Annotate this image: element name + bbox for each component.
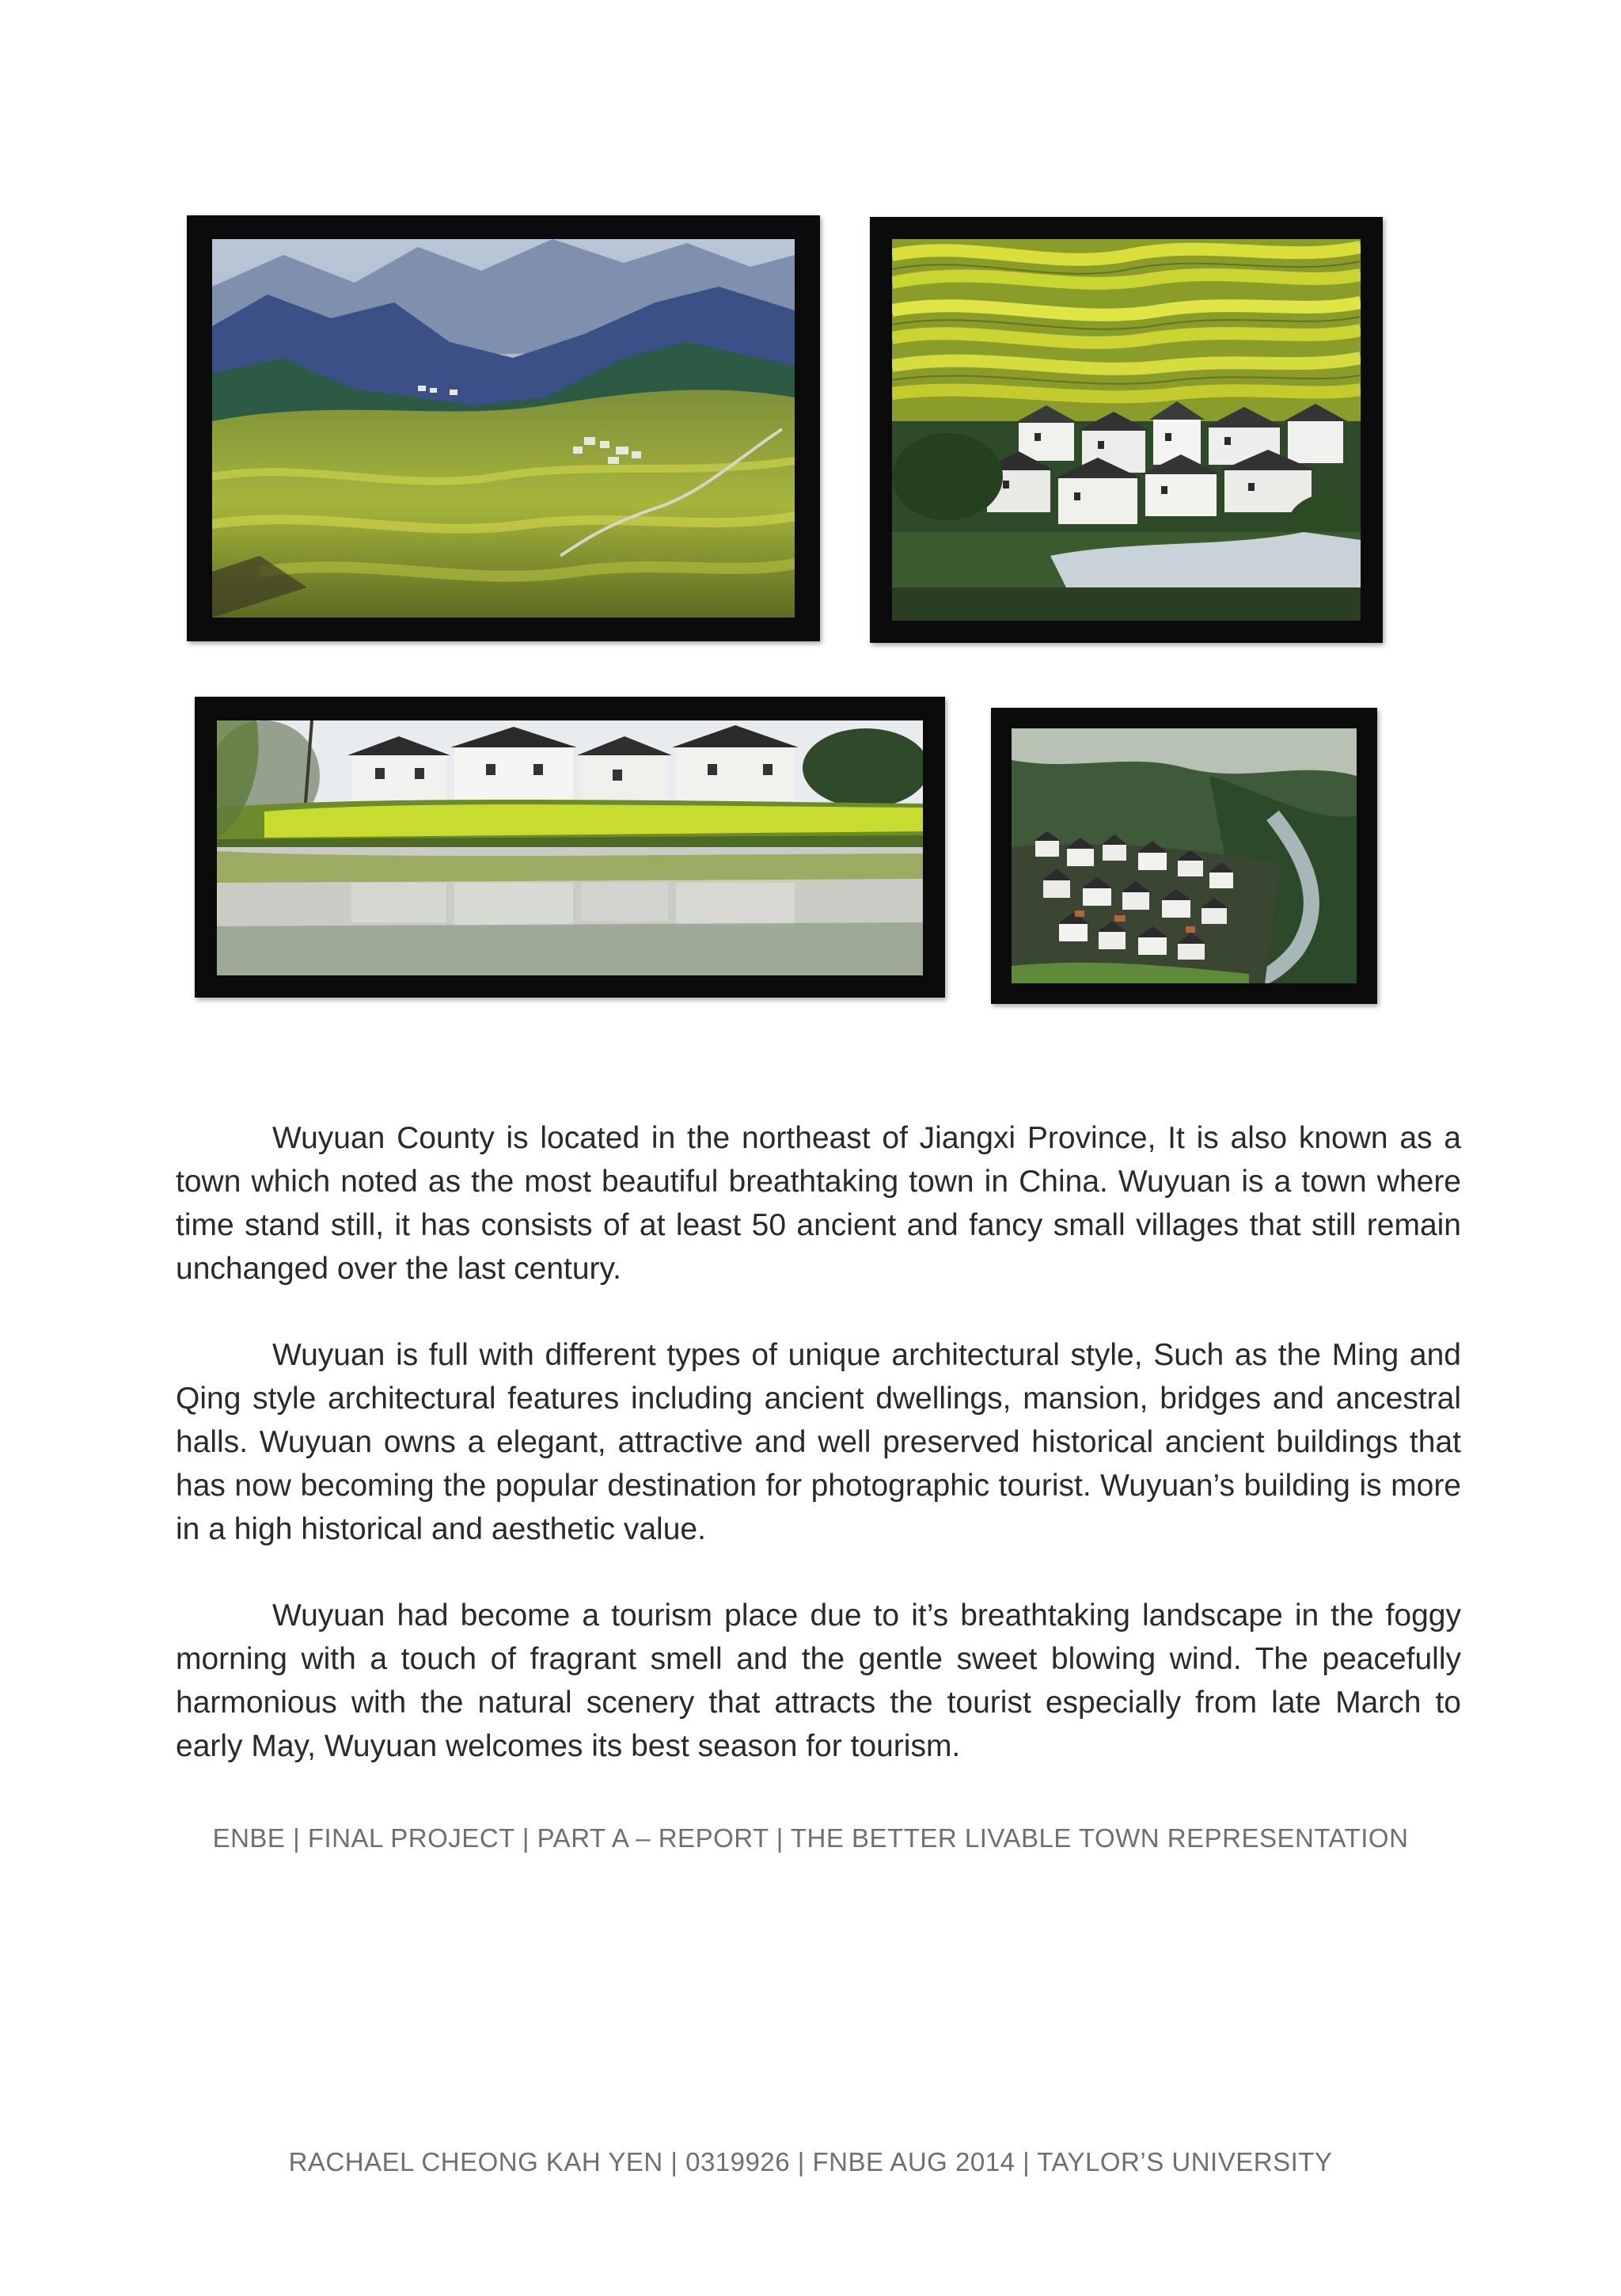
report-body bbox=[176, 1116, 1461, 1811]
hillside-village-photo bbox=[1012, 728, 1357, 983]
mountain-valley-photo bbox=[212, 239, 795, 618]
author-footer: RACHAEL CHEONG KAH YEN | 0319926 | FNBE AUG 2014 | TAYLOR’S UNIVERSITY bbox=[288, 2147, 1333, 2176]
photo-frame-hillside-village bbox=[991, 708, 1377, 1004]
project-footer: ENBE | FINAL PROJECT | PART A – REPORT | THE BETTER LIVABLE TOWN REPRESENTATION bbox=[212, 1823, 1409, 1853]
paragraph-location: Wuyuan County is located in the northeast of Jiangxi Province, It is also known as a town which noted as the most beautiful breathtaking town in China. Wuyuan is a town where time stand still, it has consists of at least 50 ancient and fancy small villages that still remain unchanged over the last century. bbox=[176, 1121, 1461, 1286]
terraced-fields-village-photo bbox=[892, 239, 1361, 621]
photo-frame-riverside-village bbox=[195, 697, 945, 998]
photo-frame-terraced-fields bbox=[870, 217, 1383, 643]
paragraph-architecture: Wuyuan is full with different types of unique architectural style, Such as the Ming and Qing style architectural features including ancient dwellings, mansion, bridges and ancestral halls. Wuyuan owns a elegant, attractive and well preserved historical ancient buildings that has now becoming the popular destination for photographic tourist. Wuyuan’s building is more in a high historical and aesthetic value. bbox=[176, 1338, 1461, 1546]
paragraph-tourism: Wuyuan had become a tourism place due to it’s breathtaking landscape in the foggy morning with a touch of fragrant smell and the gentle sweet blowing wind. The peacefully harmonious with the natural scenery that attracts the tourist especially from late March to early May, Wuyuan welcomes its best season for tourism. bbox=[176, 1598, 1461, 1763]
riverside-village-photo bbox=[217, 720, 923, 975]
photo-frame-mountain-valley bbox=[187, 215, 820, 641]
